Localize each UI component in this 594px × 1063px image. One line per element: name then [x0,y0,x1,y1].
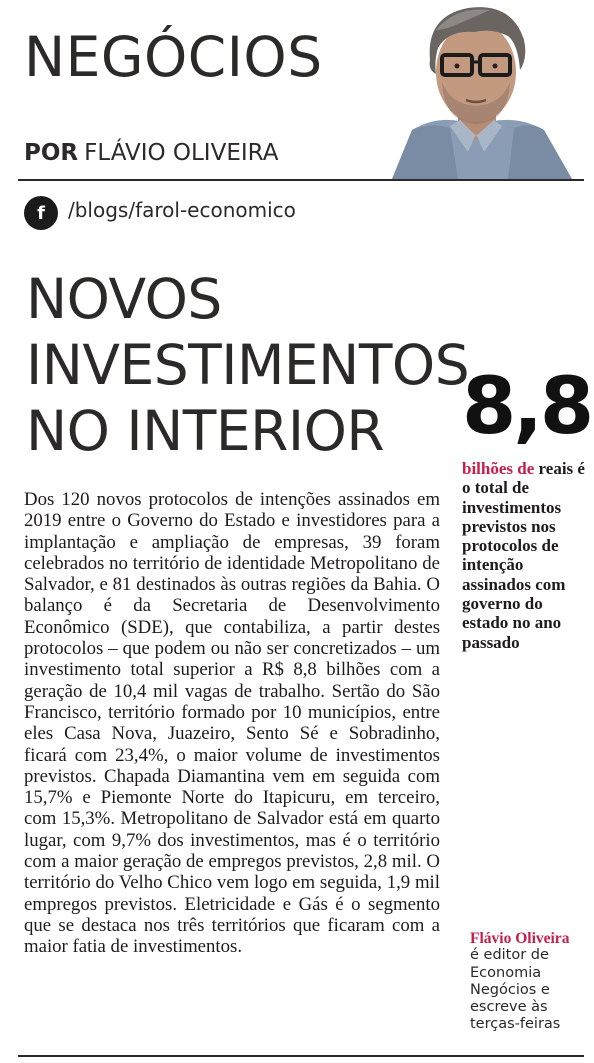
headline-line: INVESTIMENTOS [26,333,470,397]
byline-prefix: POR [24,140,79,166]
headline-line: NO INTERIOR [26,399,385,463]
bottom-divider [18,1055,584,1057]
author-bio [470,930,588,1034]
highlight-caption [462,459,588,652]
author-photo [372,0,584,179]
highlight-caption-accent: bilhões de [462,459,535,478]
top-divider [18,179,584,181]
byline [24,142,278,165]
headline-line: NOVOS [26,267,222,331]
section-title: NEGÓCIOS [24,25,323,89]
blog-link[interactable]: /blogs/farol-economico [68,198,296,222]
highlight-number: 8,8 [462,362,592,452]
article-body-paragraph: Dos 120 novos protocolos de intenções assinados em 2019 entre o Governo do Estado e investidores para a implantação e ampliação de empresas, 39 foram celebrados no território de identidade Metropolitano de Salvador, e 81 destinados às outras regiões da Bahia. O balanço é da Secretaria de Desenvolvimento Econômico (SDE), que contabiliza, a partir destes protocolos – que podem ou não ser concretizados – um investimento total superior a R$ 8,8 bilhões com a geração de 10,4 mil vagas de trabalho. Sertão do São Francisco, território formado por 10 municípios, entre eles Casa Nova, Juazeiro, Sento Sé e Sobradinho, ficará com 23,4%, o maior volume de investimentos previstos. Chapada Diamantina vem em seguida com 15,7% e Piemonte Norte do Itapicuru, em terceiro, com 15,3%. Metropolitano de Salvador está em quarto lugar, com 9,7% dos investimentos, mas é o território com a maior geração de empregos previstos, 2,8 mil. O território do Velho Chico vem logo em seguida, 1,9 mil empregos previstos. Eletricidade e Gás é o segmento que se destaca nos três territórios que ficaram com a maior fatia de investimentos. [24,489,440,958]
facebook-icon[interactable]: f [24,196,58,230]
article-headline [26,266,470,464]
byline-author: FLÁVIO OLIVEIRA [84,140,279,166]
article-body [24,489,440,958]
highlight-caption-text: reais é o total de investimentos previstos nos protocolos de intenção assinados com governo do estado no ano passado [462,459,585,652]
author-bio-text: é editor de Economia Negócios e escreve às terças-feiras [470,947,561,1033]
author-bio-name: Flávio Oliveira [470,930,570,947]
